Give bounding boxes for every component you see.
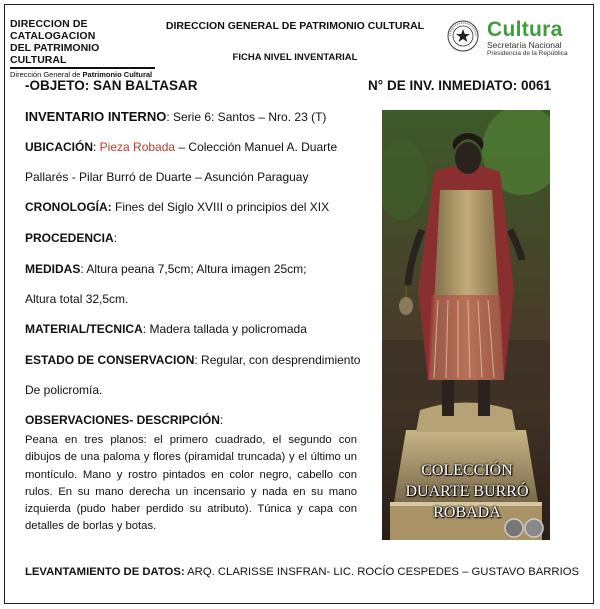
material-value: : Madera tallada y policromada (142, 322, 307, 336)
header-title: DIRECCION GENERAL DE PATRIMONIO CULTURAL (165, 20, 425, 32)
chronology-value: Fines del Siglo XVIII o principios del XIX (111, 200, 330, 214)
condition-label: ESTADO DE CONSERVACION (25, 353, 195, 367)
observations-description: Peana en tres planos: el primero cuadrado, el segundo con dibujos de una paloma y flores (piramidal truncada) y el último un montículo. Mano y rostro pintados en color negro, cabello con rulos. En su mano derecha un incensario y nada en su mano izquierda (pudo haber perdido su atributo). Túnica y capa con detalles de borlas y botas. (25, 434, 357, 533)
location-value: – Colección Manuel A. Duarte (175, 140, 338, 154)
national-seal-icon (447, 20, 479, 52)
stolen-status: Pieza Robada (99, 140, 176, 154)
measurements-field (25, 262, 306, 276)
measurements-value-2: Altura total 32,5cm. (25, 292, 129, 306)
collection-overlay (383, 460, 551, 523)
logo-subtitle-2: Presidencia de la República (487, 50, 568, 57)
provenance-label: PROCEDENCIA (25, 231, 114, 245)
overlay-line-1: COLECCIÓN (421, 462, 513, 479)
internal-inventory-field (25, 109, 326, 124)
header-subtitle: FICHA NIVEL INVENTARIAL (232, 52, 358, 63)
material-field (25, 322, 307, 336)
inventory-number: N° DE INV. INMEDIATO: 0061 (368, 78, 551, 93)
overlay-line-2: DUARTE BURRÓ (405, 483, 529, 500)
catalog-department-header (10, 18, 155, 80)
data-survey-value: ARQ. CLARISSE INSFRAN- LIC. ROCÍO CESPEDES – GUSTAVO BARRIOS (184, 566, 580, 578)
location-field (25, 140, 337, 154)
condition-field (25, 353, 360, 367)
dept-line-1: DIRECCION DE CATALOGACION (10, 18, 96, 42)
material-label: MATERIAL/TECNICA (25, 322, 143, 336)
observations-label: OBSERVACIONES- DESCRIPCIÓN (25, 413, 220, 427)
chronology-label: CRONOLOGÍA: (25, 200, 112, 214)
measurements-value: : Altura peana 7,5cm; Altura imagen 25cm; (80, 262, 307, 276)
chronology-field (25, 200, 329, 214)
data-survey-label: LEVANTAMIENTO DE DATOS: (25, 566, 185, 578)
document-header (150, 20, 440, 63)
measurements-label: MEDIDAS (25, 262, 81, 276)
dept-line-3-prefix: Dirección General de (10, 70, 83, 79)
overlay-line-3: ROBADA (433, 504, 501, 521)
location-label: UBICACIÓN (25, 140, 93, 154)
location-value-2: Pallarés - Pilar Burró de Duarte – Asunción Paraguay (25, 170, 309, 184)
object-title: -OBJETO: SAN BALTASAR (25, 78, 198, 93)
logo-subtitle: Secretaría Nacional (487, 40, 562, 50)
location-colon: : (93, 140, 100, 154)
provenance-value: : (113, 231, 118, 245)
condition-value-2: De policromía. (25, 383, 103, 397)
logo-title: Cultura (487, 18, 563, 41)
provenance-field (25, 231, 117, 245)
observations-colon: : (219, 413, 224, 427)
dept-line-3-bold: Patrimonio Cultural (82, 70, 153, 79)
cultura-logo (447, 20, 597, 60)
data-survey-field (25, 566, 579, 578)
observations-field (25, 413, 223, 427)
internal-inventory-label: INVENTARIO INTERNO (25, 109, 167, 124)
condition-value: : Regular, con desprendimiento (194, 353, 361, 367)
dept-line-2: DEL PATRIMONIO CULTURAL (10, 42, 155, 69)
internal-inventory-value: : Serie 6: Santos – Nro. 23 (T) (166, 110, 327, 124)
